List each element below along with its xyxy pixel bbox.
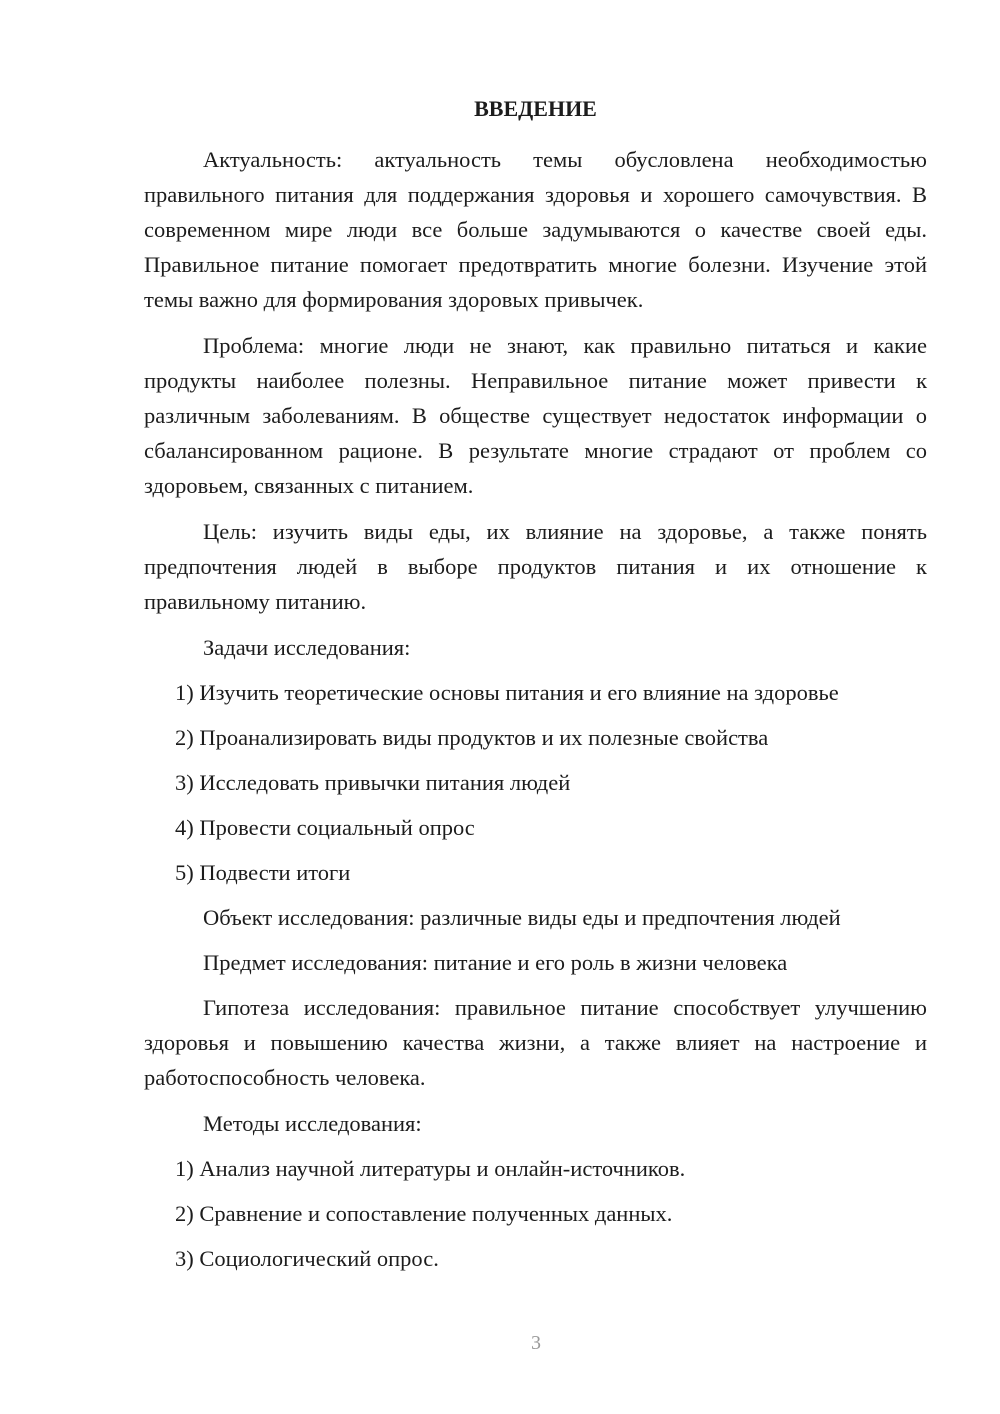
hypothesis-paragraph: Гипотеза исследования: правильное питание способствует улучшению здоровья и повышению качества жизни, а также влияет на настроение и работоспособность человека.: [144, 995, 927, 1090]
page-content: [144, 94, 927, 1286]
method-item: 3) Социологический опрос.: [175, 1246, 439, 1271]
tasks-heading: Задачи исследования:: [203, 635, 411, 660]
task-item: 4) Провести социальный опрос: [175, 815, 475, 840]
task-item: 2) Проанализировать виды продуктов и их полезные свойства: [175, 725, 769, 750]
task-item: 5) Подвести итоги: [175, 860, 351, 885]
object-line: Объект исследования: различные виды еды и предпочтения людей: [203, 905, 841, 930]
goal-paragraph: Цель: изучить виды еды, их влияние на здоровье, а также понять предпочтения людей в выборе продуктов питания и их отношение к правильному питанию.: [144, 519, 927, 614]
methods-heading: Методы исследования:: [203, 1111, 422, 1136]
section-title: ВВЕДЕНИЕ: [474, 96, 597, 121]
task-item: 3) Исследовать привычки питания людей: [175, 770, 571, 795]
methods-list: [144, 1151, 927, 1276]
relevance-paragraph: Актуальность: актуальность темы обусловлена необходимостью правильного питания для поддержания здоровья и хорошего самочувствия. В современном мире люди все больше задумываются о качестве своей еды. Правильное питание помогает предотвратить многие болезни. Изучение этой темы важно для формирования здоровых привычек.: [144, 147, 927, 312]
page-number: 3: [531, 1332, 541, 1354]
problem-paragraph: Проблема: многие люди не знают, как правильно питаться и какие продукты наиболее полезны. Неправильное питание может привести к различным заболеваниям. В обществе существует недостаток информации о сбалансированном рационе. В результате многие страдают от проблем со здоровьем, связанных с питанием.: [144, 333, 927, 498]
subject-line: Предмет исследования: питание и его роль в жизни человека: [203, 950, 788, 975]
task-item: 1) Изучить теоретические основы питания и его влияние на здоровье: [175, 680, 839, 705]
method-item: 1) Анализ научной литературы и онлайн-источников.: [175, 1156, 686, 1181]
tasks-list: [144, 675, 927, 890]
method-item: 2) Сравнение и сопоставление полученных данных.: [175, 1201, 673, 1226]
